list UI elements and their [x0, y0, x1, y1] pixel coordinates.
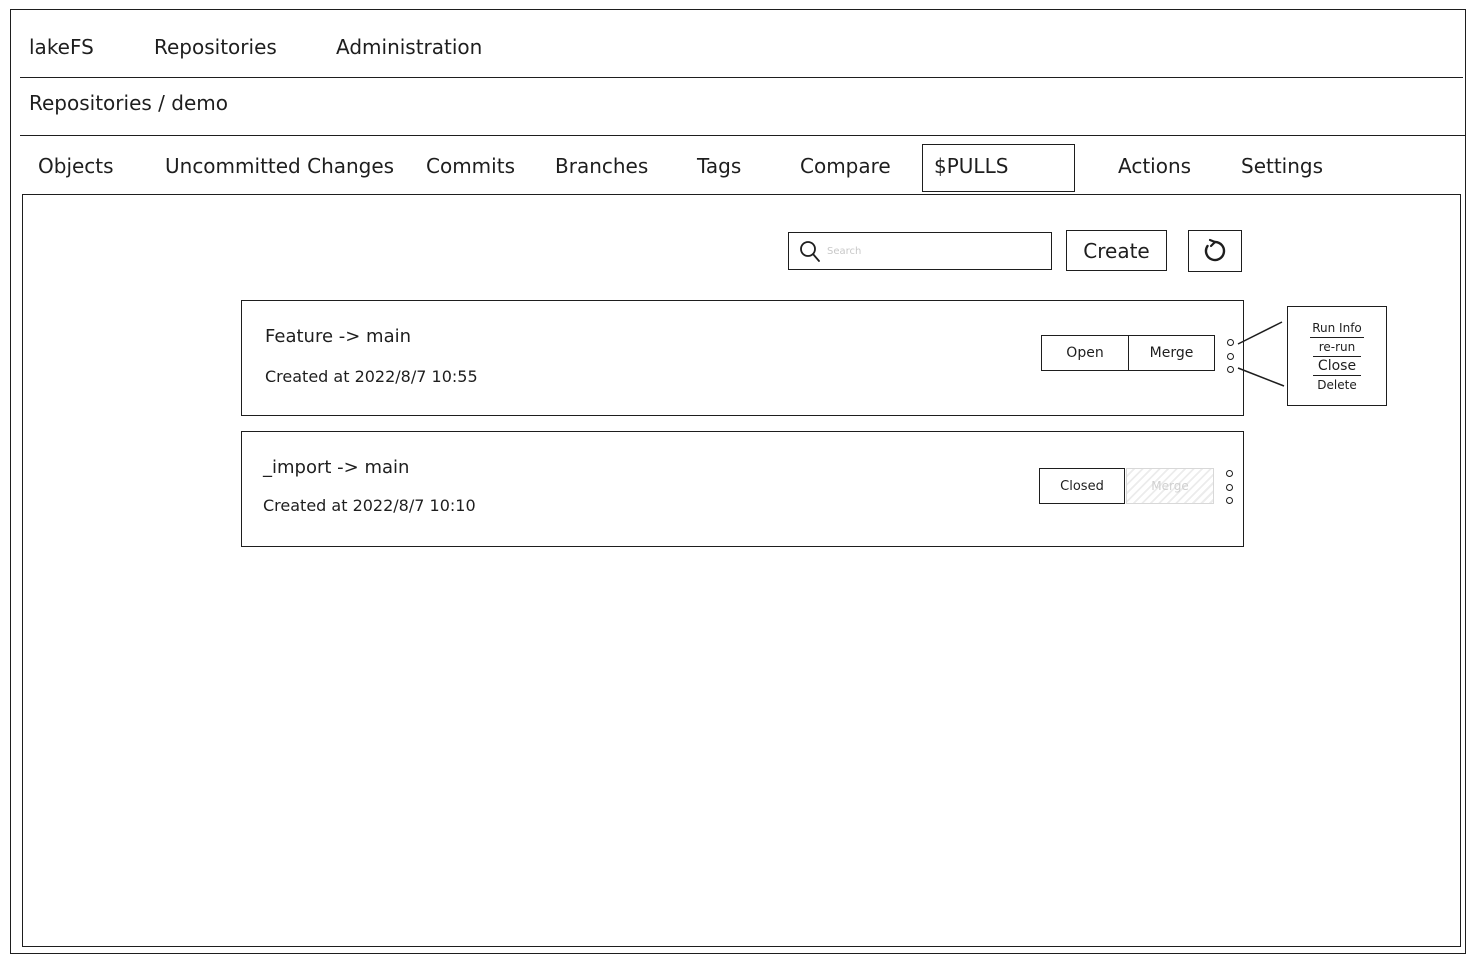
create-pull-button[interactable]: Create — [1066, 230, 1167, 271]
topnav-divider — [20, 77, 1463, 78]
tab-commits[interactable]: Commits — [426, 154, 515, 178]
menu-callout-lines — [1230, 316, 1290, 392]
tab-uncommitted-changes[interactable]: Uncommitted Changes — [165, 154, 395, 178]
menu-item-delete[interactable]: Delete — [1317, 378, 1357, 392]
tab-settings[interactable]: Settings — [1241, 154, 1324, 178]
brand-logo[interactable]: lakeFS — [29, 35, 94, 59]
search-icon — [797, 238, 823, 264]
pull-status-closed-button[interactable]: Closed — [1039, 468, 1125, 504]
tab-pulls[interactable]: $PULLS — [934, 154, 1009, 178]
pull-merge-button[interactable]: Merge — [1128, 335, 1215, 371]
breadcrumb[interactable]: Repositories / demo — [29, 91, 228, 115]
pull-more-options-icon[interactable] — [1224, 470, 1234, 504]
menu-item-rerun[interactable]: re-run — [1313, 338, 1361, 357]
pull-title[interactable]: Feature -> main — [265, 326, 412, 347]
tab-tags[interactable]: Tags — [697, 154, 742, 178]
tab-branches[interactable]: Branches — [555, 154, 649, 178]
search-input[interactable] — [823, 236, 1041, 266]
menu-item-close[interactable]: Close — [1313, 357, 1361, 376]
pull-request-card[interactable] — [241, 431, 1244, 547]
refresh-button[interactable] — [1188, 230, 1242, 272]
tab-actions[interactable]: Actions — [1118, 154, 1192, 178]
search-box — [788, 232, 1052, 270]
tab-compare[interactable]: Compare — [800, 154, 891, 178]
tab-objects[interactable]: Objects — [38, 154, 114, 178]
pull-title[interactable]: _import -> main — [263, 457, 410, 478]
pull-context-menu — [1287, 306, 1387, 406]
refresh-icon — [1200, 236, 1230, 266]
pull-merge-button-disabled: Merge — [1126, 468, 1214, 504]
pull-request-card[interactable] — [241, 300, 1244, 416]
breadcrumb-divider — [20, 135, 1466, 136]
nav-repositories[interactable]: Repositories — [154, 35, 277, 59]
pull-created-date: Created at 2022/8/7 10:10 — [263, 496, 476, 515]
menu-item-run-info[interactable]: Run Info — [1310, 319, 1364, 338]
pull-created-date: Created at 2022/8/7 10:55 — [265, 367, 478, 386]
pull-status-open-button[interactable]: Open — [1041, 335, 1129, 371]
nav-administration[interactable]: Administration — [336, 35, 483, 59]
